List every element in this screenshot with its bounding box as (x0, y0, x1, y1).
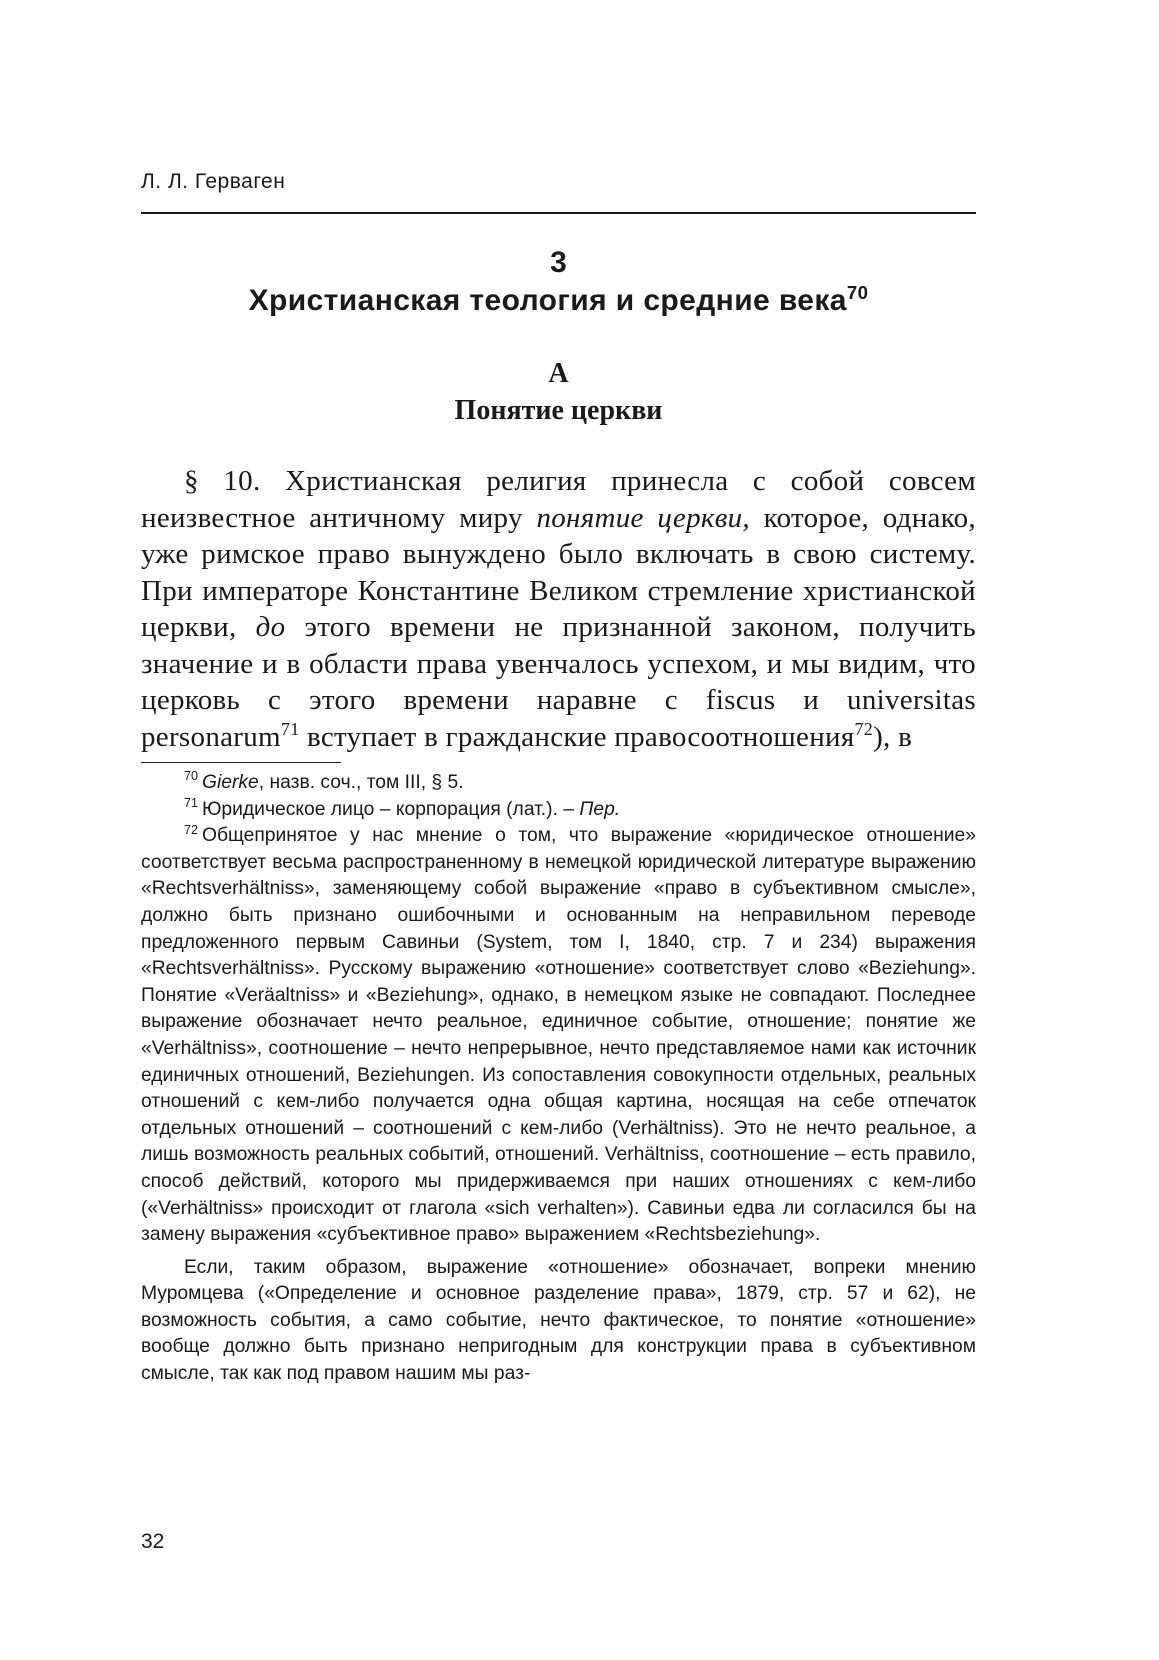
body-emphasis-church: понятие церкви, (536, 501, 750, 534)
section-letter: А (548, 358, 569, 389)
footnote-text: Юридическое лицо – корпорация (лат.). – (201, 798, 580, 820)
running-head: Л. Л. Герваген (141, 170, 286, 193)
footnote-72 (141, 823, 976, 1249)
header-rule (141, 212, 976, 214)
footnote-number: 70 (184, 769, 198, 784)
footnote-ref-72[interactable]: 72 (854, 718, 874, 739)
footnote-text: , назв. соч., том III, § 5. (258, 772, 464, 793)
footnote-author: Gierke (201, 772, 259, 793)
footnote-number: 72 (184, 822, 198, 837)
chapter-title-text: Христианская теология и средние века (248, 284, 847, 317)
body-text-2: которое, однако, уже римское право вынуждено было включать в свою систему. При императоре Константине Великом стремление христианской церкви, (141, 501, 976, 643)
chapter-number: 3 (550, 246, 567, 279)
section-title: Понятие церкви (454, 395, 663, 426)
body-emphasis-until: до (255, 611, 286, 643)
body-text-4: вступает в гражданские правосоотношения (299, 720, 855, 753)
footnote-70 (141, 770, 976, 797)
body-text-1: § 10. Христианская религия принесла с собой совсем неизвестное античному миру (141, 465, 976, 534)
footnote-separator (141, 762, 341, 763)
footnote-ref-71[interactable]: 71 (280, 718, 300, 739)
footnote-71 (141, 797, 976, 824)
chapter-title (141, 281, 976, 318)
body-paragraph (141, 463, 976, 755)
body-text-5: ), в (873, 720, 913, 753)
footnote-number: 71 (184, 796, 198, 811)
footnotes (141, 770, 976, 1388)
footnote-text: Общепринятое у нас мнение о том, что выражение «юридическое отношение» соответствует весьма распространенному в немецкой юридической литературе выражению «Rechtsverhältniss», заменяющему собой выражение «право в субъективном смысле», должно быть признано ошибочными и основанным на неправильном переводе предложенного первым Савиньи (System, том I, 1840, стр. 7 и 234) выражения «Rechtsverhältniss». Русскому выражению «отношение» соответствует слово «Beziehung». Понятие «Veräaltniss» и «Beziehung», однако, в немецком языке не совпадают. Последнее выражение обозначает нечто реальное, единичное событие, отношение; понятие же «Verhältniss», соотношение – нечто непрерывное, нечто представляемое нами как источник единичных отношений, Beziehungen. Из сопоставления совокупности отдельных, реальных отношений с кем-либо получается одна общая картина, носящая на себе отпечаток отдельных отношений – соотношений с кем-либо (Verhältniss). Это не нечто реальное, а лишь возможность реальных событий, отношений. Verhältniss, соотношение – есть правило, способ действий, которого мы придерживаемся при наших отношениях с кем-либо («Verhältniss» происходит от глагола «sich verhalten»). Савиньи едва ли согласился бы на замену выражения «субъективное право» выражением «Rechtsbeziehung». (141, 825, 976, 1246)
page-number: 32 (141, 1530, 165, 1553)
footnote-ref-70[interactable]: 70 (846, 281, 869, 303)
body-text-3: этого времени не признанной законом, получить значение и в области права увенчалось успехом, и мы видим, что церковь с этого времени наравне с fiscus и universitas personarum (141, 611, 977, 753)
footnote-72-continuation: Если, таким образом, выражение «отношение» обозначает, вопреки мнению Муромцева («Определение и основное разделение права», 1879, стр. 57 и 62), не возможность события, а само событие, нечто фактическое, то понятие «отношение» вообще должно быть признано непригодным для конструкции права в субъективном смысле, так как под правом нашим мы раз- (141, 1256, 976, 1385)
footnote-translator-note: Пер. (579, 798, 621, 820)
